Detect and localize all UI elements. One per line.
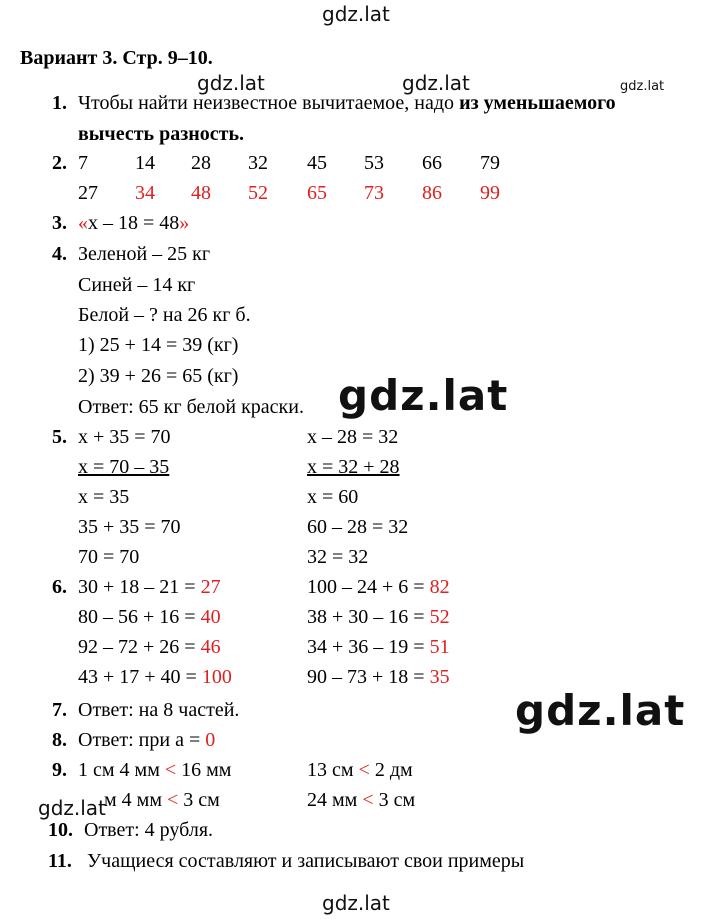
watermark-row1-b: gdz.lat: [402, 71, 470, 95]
task4-line: Зеленой – 25 кг: [78, 243, 211, 265]
task1-line1: [78, 93, 616, 113]
task5-right-line: x = 60: [307, 486, 359, 508]
task6-answer: 100: [201, 666, 232, 688]
task6-right-row: [307, 637, 450, 657]
task2-value: 99: [480, 182, 500, 204]
task6-right-row: [307, 667, 450, 687]
task2-value: 14: [135, 152, 155, 174]
task5-right-line: x = 32 + 28: [307, 456, 400, 478]
task1-text: Чтобы найти неизвестное вычитаемое, надо: [78, 92, 460, 114]
task2-value: 79: [480, 152, 500, 174]
task9-sign: <: [362, 789, 374, 811]
task9-sign: <: [164, 759, 177, 781]
task3-close-quote: »: [179, 212, 190, 234]
watermark-bottom: gdz.lat: [322, 891, 390, 915]
task5-left-line: x + 35 = 70: [78, 426, 171, 448]
task6-expression: 100 – 24 + 6 =: [307, 576, 430, 598]
task6-answer: 46: [200, 636, 221, 658]
task4-line: 1) 25 + 14 = 39 (кг): [78, 334, 239, 356]
task6-answer: 82: [429, 576, 450, 598]
task6-right-row: [307, 607, 450, 627]
task8-text: Ответ: при а =: [78, 729, 206, 751]
watermark-right: gdz.lat: [515, 686, 686, 735]
watermark-top: gdz.lat: [322, 2, 390, 26]
task4-line: 2) 39 + 26 = 65 (кг): [78, 365, 239, 387]
task6-expression: 34 + 36 – 19 =: [307, 636, 430, 658]
task6-expression: 90 – 73 + 18 =: [307, 666, 430, 688]
task3-expression: x – 18 = 48: [88, 212, 180, 234]
task3-open-quote: «: [78, 212, 88, 234]
task9-comparison: [104, 790, 220, 810]
task6-answer: 27: [200, 576, 221, 598]
task2-value: 86: [422, 182, 442, 204]
task6-left-row: [78, 577, 221, 597]
task6-number: 6.: [52, 576, 67, 598]
task11-number: 11.: [48, 850, 72, 872]
task6-left-row: [78, 667, 232, 687]
watermark-row1-c: gdz.lat: [620, 79, 665, 94]
watermark-mid: gdz.lat: [338, 371, 509, 420]
task6-answer: 52: [429, 606, 450, 628]
task5-left-line: 70 = 70: [78, 546, 140, 568]
task5-right-line: 60 – 28 = 32: [307, 516, 409, 538]
task6-expression: 30 + 18 – 21 =: [78, 576, 201, 598]
watermark-left: gdz.lat: [38, 796, 106, 820]
task6-left-row: [78, 607, 221, 627]
task2-value: 52: [248, 182, 268, 204]
task9-left-value: 24 мм: [307, 789, 363, 811]
task9-left-value: м 4 мм: [104, 789, 167, 811]
task11-text: Учащиеся составляют и записывают свои примеры: [87, 850, 525, 872]
task7-number: 7.: [52, 699, 67, 721]
watermark-row1-a: gdz.lat: [197, 71, 265, 95]
task9-right-value: 3 см: [178, 789, 220, 811]
task5-right-line: 32 = 32: [307, 546, 369, 568]
task7-answer: Ответ: на 8 частей.: [78, 699, 240, 721]
task6-expression: 80 – 56 + 16 =: [78, 606, 201, 628]
task2-value: 7: [78, 152, 88, 174]
task9-comparison: [78, 760, 231, 780]
task5-left-line: 35 + 35 = 70: [78, 516, 181, 538]
task2-value: 32: [248, 152, 268, 174]
task2-value: 53: [364, 152, 384, 174]
task6-answer: 35: [429, 666, 450, 688]
task9-number: 9.: [52, 759, 67, 781]
task6-expression: 43 + 17 + 40 =: [78, 666, 202, 688]
task4-number: 4.: [52, 243, 67, 265]
task5-right-line: x – 28 = 32: [307, 426, 399, 448]
task2-value: 66: [422, 152, 442, 174]
task6-right-row: [307, 577, 450, 597]
task2-value: 28: [191, 152, 211, 174]
task1-line2: вычесть разность.: [78, 123, 245, 145]
task9-sign: <: [166, 789, 179, 811]
task2-number: 2.: [52, 152, 67, 174]
task2-value: 45: [307, 152, 327, 174]
task2-value: 65: [307, 182, 327, 204]
task5-left-line: x = 35: [78, 486, 130, 508]
task2-value: 27: [78, 182, 98, 204]
task9-right-value: 3 см: [373, 789, 416, 811]
task8-answer: 0: [205, 729, 216, 751]
task8-line: [78, 730, 215, 750]
task9-comparison: [307, 760, 413, 780]
task9-left-value: 13 см: [307, 759, 359, 781]
task3-number: 3.: [52, 212, 67, 234]
task5-left-line: x = 70 – 35: [78, 456, 170, 478]
task8-number: 8.: [52, 729, 67, 751]
task4-line: Белой – ? на 26 кг б.: [78, 304, 251, 326]
task9-comparison: [307, 790, 415, 810]
task9-sign: <: [358, 759, 370, 781]
task6-expression: 92 – 72 + 26 =: [78, 636, 201, 658]
task9-right-value: 16 мм: [176, 759, 232, 781]
task6-left-row: [78, 637, 221, 657]
task2-value: 73: [364, 182, 384, 204]
task1-number: 1.: [52, 92, 67, 114]
task5-number: 5.: [52, 426, 67, 448]
task6-answer: 40: [200, 606, 221, 628]
task4-answer: Ответ: 65 кг белой краски.: [78, 396, 304, 418]
task1-bold-text: из уменьшаемого: [459, 92, 616, 114]
task6-answer: 51: [429, 636, 450, 658]
task4-line: Синей – 14 кг: [78, 274, 196, 296]
task10-number: 10.: [48, 819, 73, 841]
task10-answer: Ответ: 4 рубля.: [84, 819, 214, 841]
task2-value: 34: [135, 182, 155, 204]
page-title: Вариант 3. Стр. 9–10.: [20, 47, 213, 69]
task9-left-value: 1 см 4 мм: [78, 759, 165, 781]
task6-expression: 38 + 30 – 16 =: [307, 606, 430, 628]
task2-value: 48: [191, 182, 211, 204]
task9-right-value: 2 дм: [369, 759, 413, 781]
task3-line: [78, 213, 189, 233]
